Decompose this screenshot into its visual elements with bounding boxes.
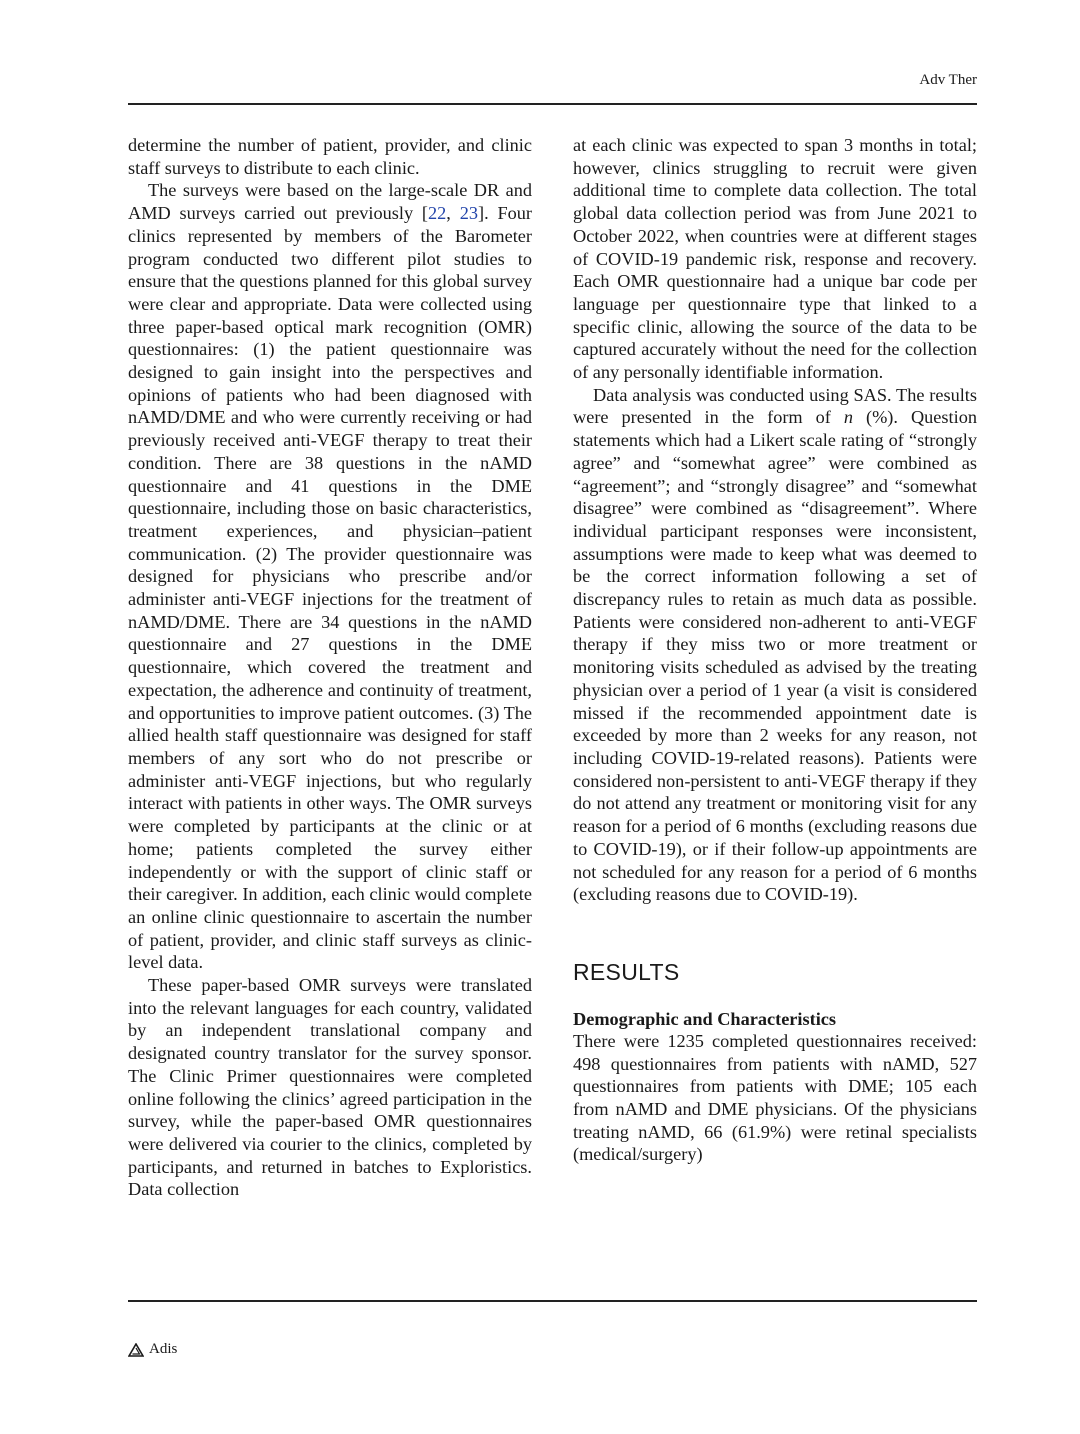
paragraph <box>573 384 977 906</box>
paragraph <box>128 179 532 974</box>
paragraph-text: Data analysis was conducted using SAS. The results were presented in the form of <box>573 384 977 428</box>
paragraph: These paper-based OMR surveys were translated into the relevant languages for each country, validated by an independent translational company and designated country translator for the survey sponsor. The Clinic Primer questionnaires were completed online following the clinics’ agreed participation in the survey, while the paper-based OMR questionnaires were delivered via courier to the clinics, completed by participants, and returned in batches to Exploristics. Data collection <box>128 975 532 1200</box>
paragraph-text: The surveys were based on the large-scale DR and AMD surveys carried out previously [ <box>128 180 532 224</box>
subsection-heading: Demographic and Characteristics <box>573 1008 837 1029</box>
publisher-logo <box>128 1341 177 1358</box>
right-column <box>573 134 977 1166</box>
paragraph-text: (%). Question statements which had a Likert scale rating of “strongly agree” and “somewhat agree” were combined as “agreement”; and “strongly disagree” and “somewhat disagree” were combined as “disagreement”. Where individual participant responses were inconsistent, assumptions were made to keep what was deemed to be the correct information following a set of discrepancy rules to retain as much data as possible. Patients were considered non-adherent to anti-VEGF therapy if they miss two or more treatment or monitoring visits scheduled as advised by the treating physician over a period of 1 year (a visit is considered missed if the recommended appointment date is exceeded by more than 2 weeks for any reason, not including COVID-19-related reasons). Patients were considered non-persistent to anti-VEGF therapy if they do not attend any treatment or monitoring visit for any reason for a period of 6 months (excluding reasons due to COVID-19), or if their follow-up appointments are not scheduled for any reason for a period of 6 months (excluding reasons due to COVID-19). <box>573 407 977 905</box>
paragraph: There were 1235 completed questionnaires received: 498 questionnaires from patients with nAMD, 527 questionnaires from patients with DME; 105 each from nAMD and DME physicians. Of the physicians treating nAMD, 66 (61.9%) were retinal specialists (medical/surgery) <box>573 1030 977 1165</box>
citation-separator: , <box>446 203 460 224</box>
left-column <box>128 134 532 1201</box>
footer-rule <box>128 1300 977 1302</box>
paragraph: at each clinic was expected to span 3 months in total; however, clinics struggling to recruit were given additional time to complete data collection. The total global data collection period was from June 2021 to October 2022, when countries were at different stages of COVID-19 pandemic risk, response and recovery. Each OMR questionnaire had a unique bar code per language per questionnaire type that linked to a specific clinic, allowing the source of the data to be captured accurately without the need for the collection of any personally identifiable information. <box>573 135 977 383</box>
paragraph-text: ]. Four clinics represented by members of the Barometer program conducted two different pilot studies to ensure that the questions planned for this global survey were clear and appropriate. Data were collected using three paper-based optical mark recognition (OMR) questionnaires: (1) the patient questionnaire was designed to gain insight into the perspectives and opinions of patients who had been diagnosed with nAMD/DME and who were currently receiving or had previously received anti-VEGF therapy to treat their condition. There are 38 questions in the nAMD questionnaire and 41 questions in the DME questionnaire, including those on basic characteristics, treatment experiences, and physician–patient communication. (2) The provider questionnaire was designed for physicians who prescribe and/or administer anti-VEGF injections for the treatment of nAMD/DME. There are 34 questions in the nAMD questionnaire and 27 questions in the DME questionnaire, which covered the treatment and expectation, the adherence and continuity of treatment, and opportunities to improve patient outcomes. (3) The allied health staff questionnaire was designed for staff members of any sort who do not prescribe or administer anti-VEGF injections, but who regularly interact with patients in other ways. The OMR surveys were completed by participants at the clinic or at home; patients completed the survey either independently or with the support of clinic staff or their caregiver. In addition, each clinic would complete an online clinic questionnaire to ascertain the number of patient, provider, and clinic staff surveys as clinic-level data. <box>128 203 533 973</box>
section-heading: RESULTS <box>573 958 680 985</box>
italic-n: n <box>843 407 853 428</box>
paragraph: determine the number of patient, provider, and clinic staff surveys to distribute to each clinic. <box>128 135 532 178</box>
citation-link[interactable]: 23 <box>459 203 478 224</box>
citation-link[interactable]: 22 <box>428 203 447 224</box>
adis-triangle-icon <box>128 1343 144 1357</box>
header-rule <box>128 103 977 105</box>
journal-name: Adv Ther <box>919 72 977 88</box>
publisher-name: Adis <box>149 1341 178 1357</box>
